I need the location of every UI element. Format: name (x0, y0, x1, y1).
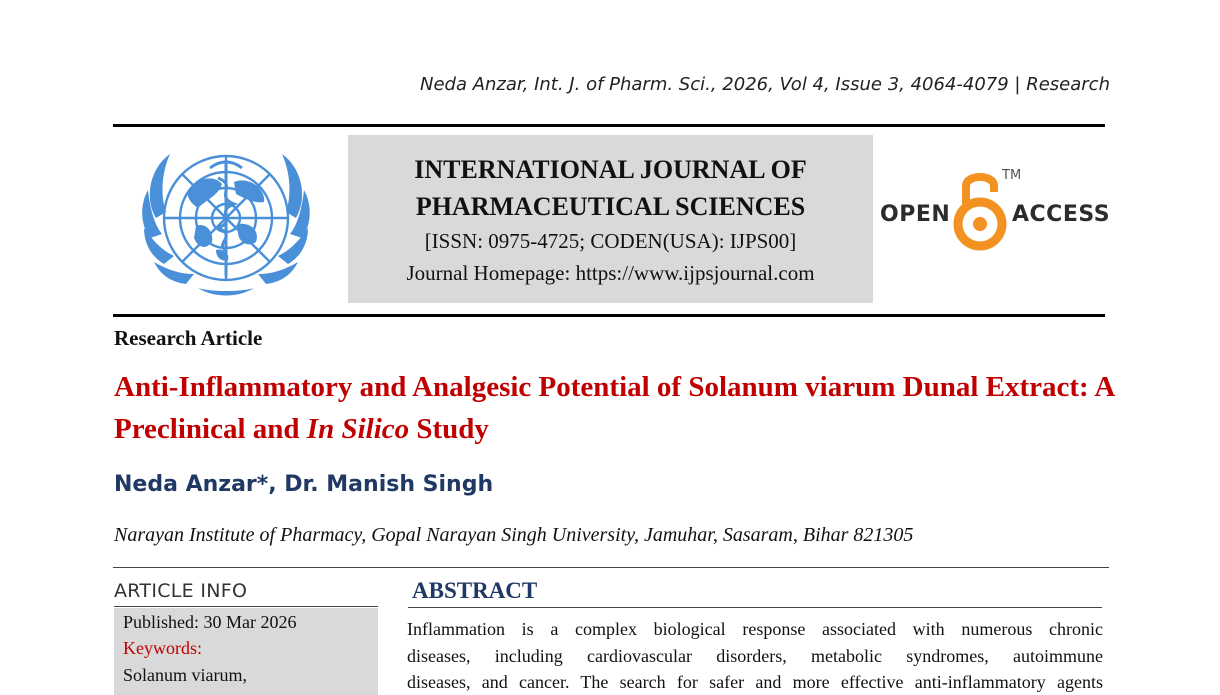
abstract-rule (408, 607, 1102, 608)
open-access-logo (880, 166, 1111, 252)
article-affiliation: Narayan Institute of Pharmacy, Gopal Narayan Singh University, Jamuhar, Sasaram, Bihar 821305 (114, 524, 914, 546)
abstract-line: diseases, and cancer. The search for safer and more effective anti-inflammatory agents (407, 672, 1103, 692)
header-top-rule (113, 124, 1105, 127)
article-title (114, 366, 1114, 450)
abstract-line: diseases, including cardiovascular disorders, metabolic syndromes, autoimmune (407, 645, 1103, 666)
article-authors: Neda Anzar*, Dr. Manish Singh (114, 472, 494, 497)
journal-title-line1: INTERNATIONAL JOURNAL OF (414, 155, 807, 184)
header-bottom-rule (113, 314, 1105, 317)
article-info-rule (114, 606, 378, 607)
open-access-trademark: TM (1002, 168, 1022, 183)
journal-title (348, 151, 873, 225)
affiliation-rule (113, 567, 1109, 568)
abstract-heading: ABSTRACT (412, 578, 538, 603)
abstract-line: Inflammation is a complex biological response associated with numerous chronic (407, 619, 1103, 639)
journal-homepage[interactable]: Journal Homepage: https://www.ijpsjournal.com (406, 261, 815, 285)
un-world-map-caduceus-emblem-icon (126, 138, 326, 306)
article-type: Research Article (114, 326, 263, 350)
abstract-body (407, 616, 1103, 695)
published-date: Published: 30 Mar 2026 (123, 612, 297, 632)
article-title-italic: In Silico (306, 413, 410, 445)
open-access-access: ACCESS (1012, 202, 1111, 227)
keywords-label: Keywords: (123, 638, 202, 658)
open-access-lock-icon (952, 166, 1008, 252)
article-info-heading: ARTICLE INFO (114, 580, 248, 602)
article-info-box (114, 608, 378, 695)
article-title-main: Anti-Inflammatory and Analgesic Potential of Solanum viarum Dunal Extract: A Preclinical and (114, 371, 1114, 445)
running-head: Neda Anzar, Int. J. of Pharm. Sci., 2026, Vol 4, Issue 3, 4064-4079 | Research (419, 74, 1110, 95)
journal-issn: [ISSN: 0975-4725; CODEN(USA): IJPS00] (424, 229, 797, 253)
article-title-end: Study (409, 413, 489, 445)
keyword-item: Solanum viarum, (123, 665, 247, 685)
journal-title-line2: PHARMACEUTICAL SCIENCES (415, 192, 806, 221)
journal-masthead (348, 135, 873, 303)
open-access-open: OPEN (880, 202, 951, 227)
